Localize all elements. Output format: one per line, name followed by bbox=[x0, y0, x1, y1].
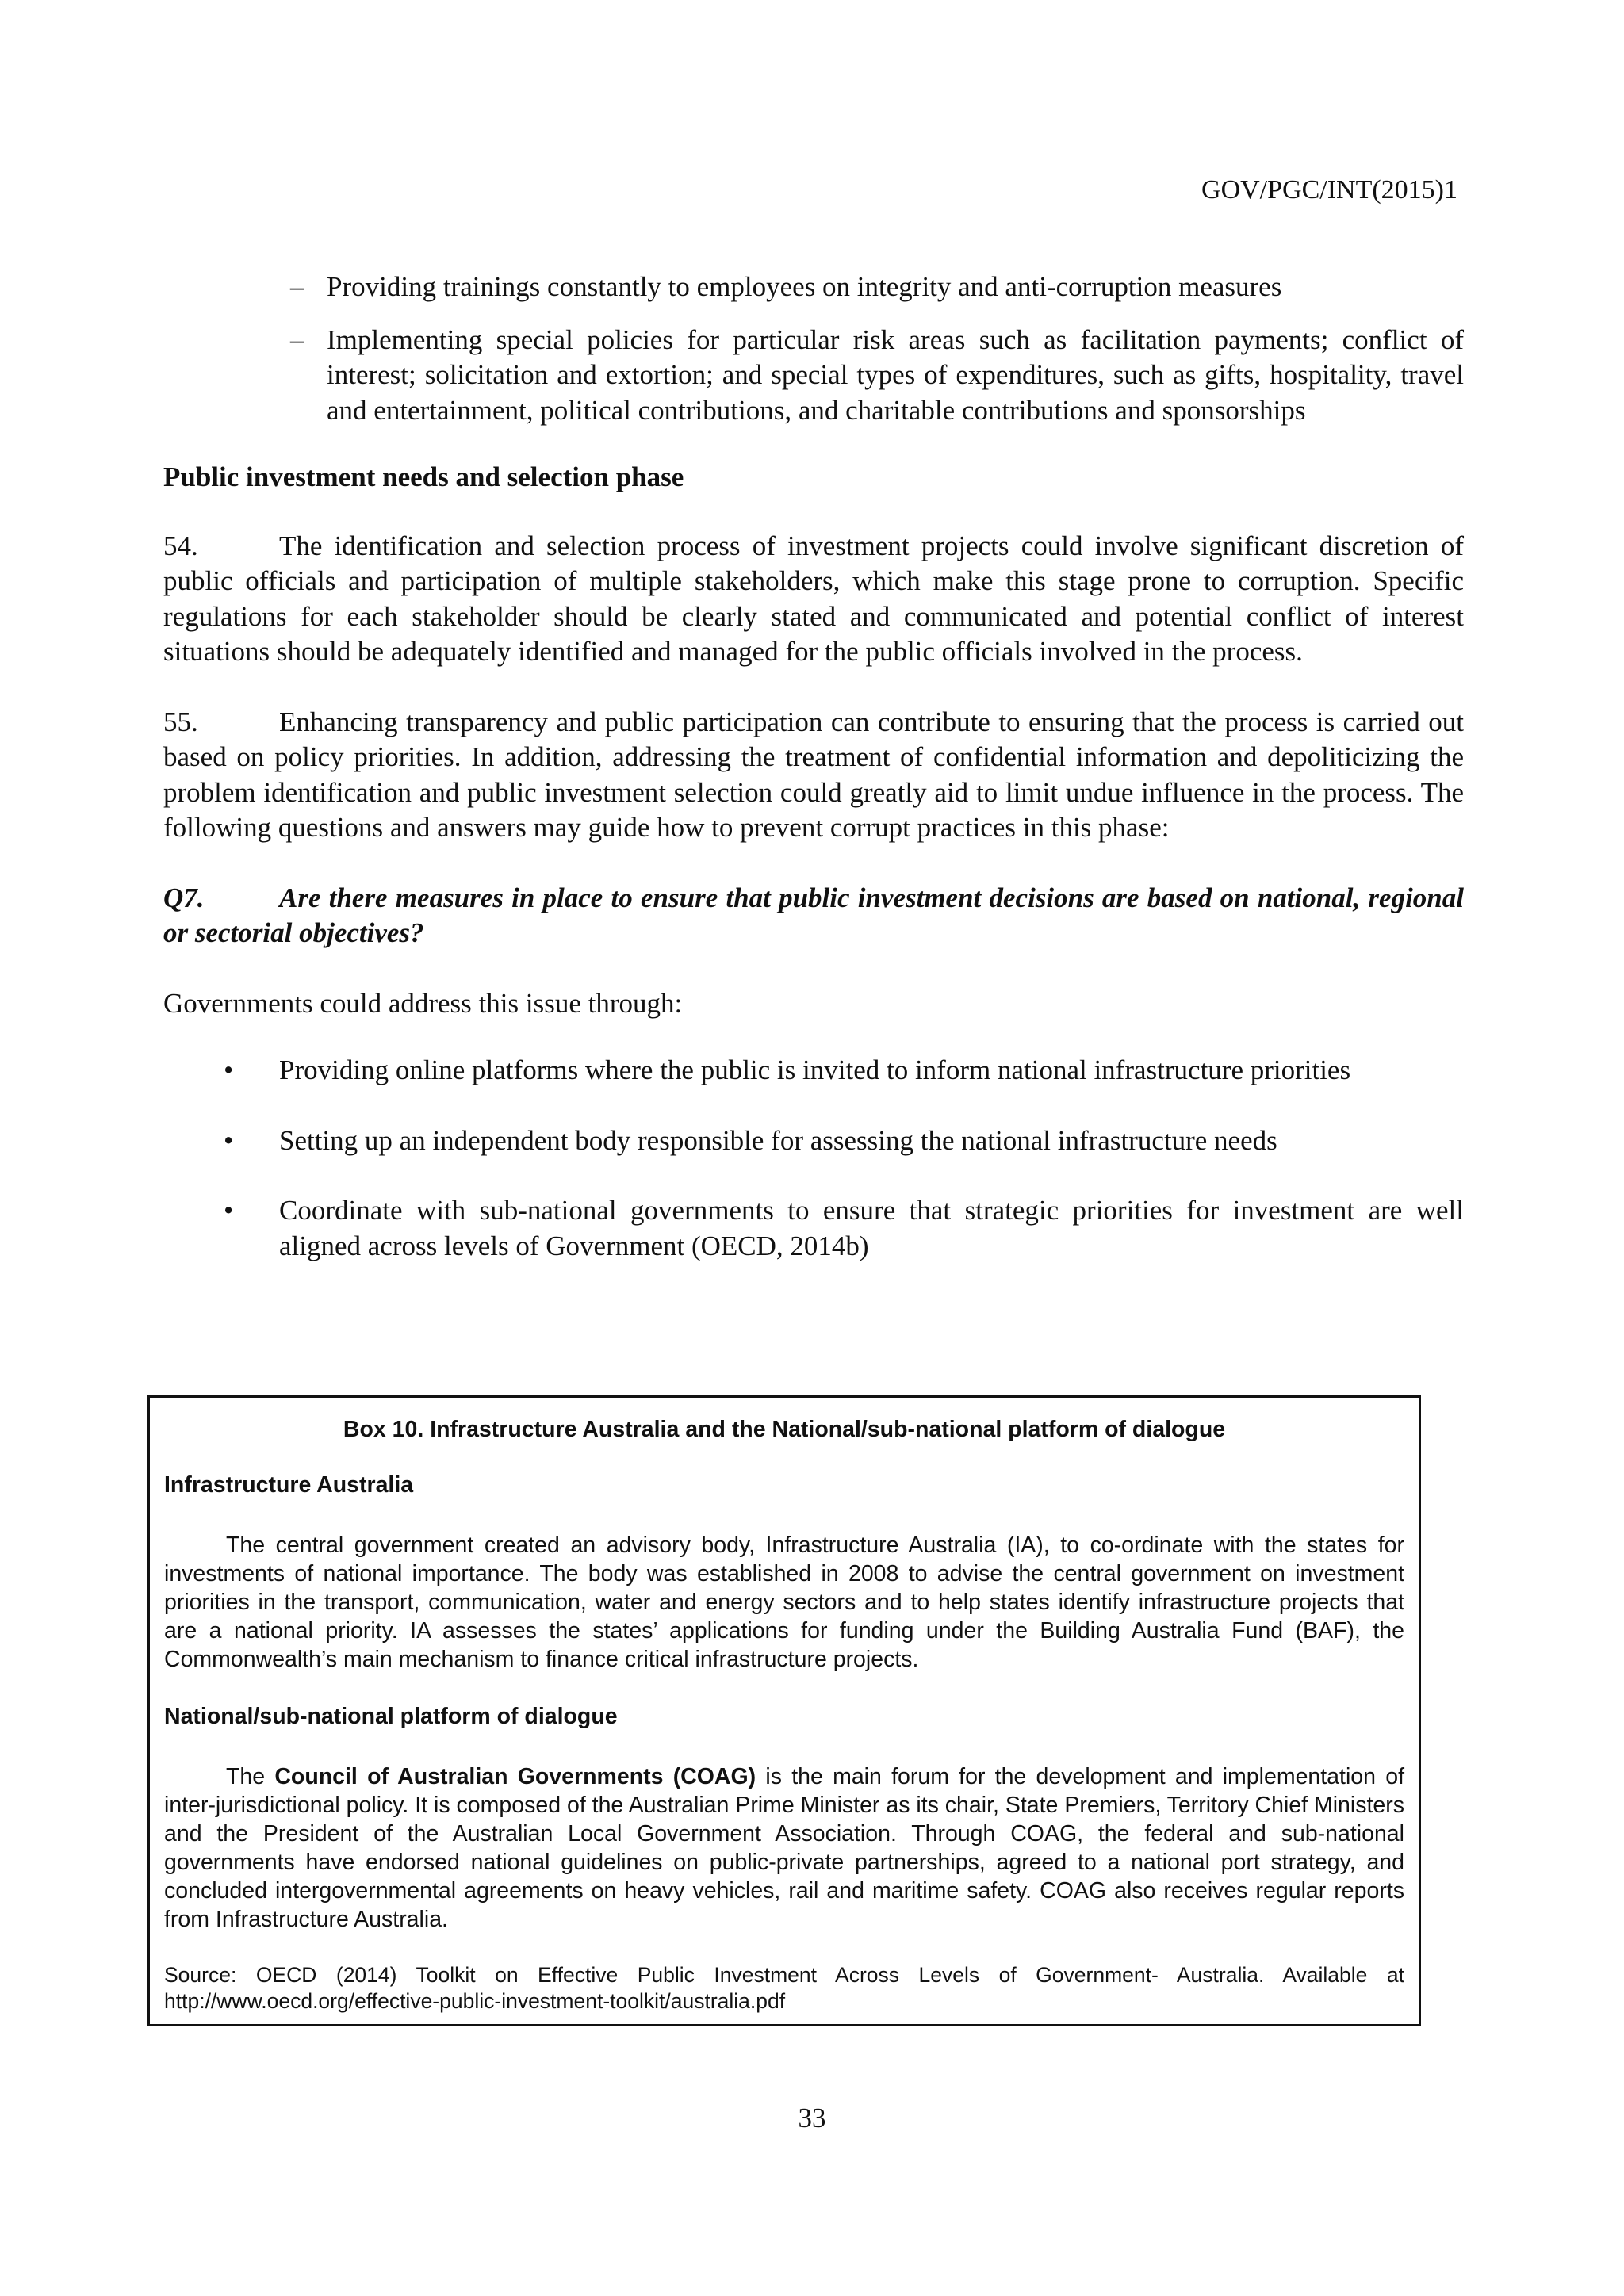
box-subheading-infrastructure-australia: Infrastructure Australia bbox=[164, 1472, 414, 1498]
bullet-item-independent-body bbox=[163, 1123, 1464, 1159]
box-subheading-dialogue-platform: National/sub-national platform of dialogue bbox=[164, 1704, 618, 1729]
paragraph-54 bbox=[163, 529, 1464, 670]
box-paragraph-coag bbox=[164, 1762, 1404, 1934]
page-number: 33 bbox=[798, 2103, 826, 2133]
bullet-text: Setting up an independent body responsible for assessing the national infrastructure needs bbox=[279, 1124, 1277, 1156]
box-title: Box 10. Infrastructure Australia and the National/sub-national platform of dialogue bbox=[343, 1417, 1226, 1442]
box-paragraph-coag-pre: The bbox=[226, 1764, 275, 1789]
bullet-text: Providing online platforms where the public is invited to inform national infrastructure priorities bbox=[279, 1054, 1351, 1085]
main-content bbox=[163, 270, 1464, 1299]
document-reference: GOV/PGC/INT(2015)1 bbox=[1201, 175, 1457, 205]
box-paragraph-coag-post: is the main forum for the development and implementation of inter-jurisdictional policy. It is composed of the Australian Prime Minister as its chair, State Premiers, Territory Chief Ministers and the President of the Australian Local Government Association. Through COAG, the federal and sub-national governments have endorsed national guidelines on public-private partnerships, agreed to a national port strategy, and concluded intergovernmental agreements on heavy vehicles, rail and maritime safety. COAG also receives regular reports from Infrastructure Australia. bbox=[164, 1764, 1404, 1932]
dash-item-policies bbox=[163, 323, 1464, 429]
box-paragraph-coag-bold: Council of Australian Governments (COAG) bbox=[274, 1764, 756, 1789]
dash-item-text: Implementing special policies for particular risk areas such as facilitation payments; conflict of interest; solicitation and extortion; and special types of expenditures, such as gifts, hospitality, travel and entertainment, political contributions, and charitable contributions and sponsorships bbox=[327, 323, 1464, 426]
bullet-list bbox=[163, 1053, 1464, 1264]
bullet-item-coordinate bbox=[163, 1193, 1464, 1264]
paragraph-text: The identification and selection process of investment projects could involve significant discretion of public officials and participation of multiple stakeholders, which make this stage prone to corruption. Specific regulations for each stakeholder should be clearly stated and communicated and potential conflict of interest situations should be adequately identified and managed for the public officials involved in the process. bbox=[163, 530, 1464, 667]
question-number: Q7. bbox=[163, 882, 205, 913]
bullet-text: Coordinate with sub-national governments to ensure that strategic priorities for investment are well aligned across levels of Government (OECD, 2014b) bbox=[279, 1195, 1464, 1261]
paragraph-number: 54. bbox=[163, 530, 198, 561]
paragraph-number: 55. bbox=[163, 706, 198, 737]
box-10 bbox=[147, 1395, 1421, 2026]
question-text: Are there measures in place to ensure that public investment decisions are based on national, regional or sectorial objectives? bbox=[163, 882, 1464, 948]
intro-text: Governments could address this issue through: bbox=[163, 987, 683, 1019]
section-heading: Public investment needs and selection phase bbox=[163, 461, 684, 492]
dash-list bbox=[163, 270, 1464, 428]
dash-marker: – bbox=[290, 271, 304, 302]
question-q7 bbox=[163, 881, 1464, 951]
paragraph-text: Enhancing transparency and public participation can contribute to ensuring that the process is carried out based on policy priorities. In addition, addressing the treatment of confidential information and depoliticizing the problem identification and public investment selection could greatly aid to limit undue influence in the process. The following questions and answers may guide how to prevent corrupt practices in this phase: bbox=[163, 706, 1464, 843]
bullet-marker: • bbox=[224, 1124, 234, 1156]
box-source: Source: OECD (2014) Toolkit on Effective Public Investment Across Levels of Government- Australia. Available at http://www.oecd.org/effective-public-investment-toolkit/australia.pdf bbox=[164, 1963, 1404, 2013]
dash-marker: – bbox=[290, 323, 304, 355]
bullet-item-online-platforms bbox=[163, 1053, 1464, 1089]
dash-item-trainings bbox=[163, 270, 1464, 305]
bullet-marker: • bbox=[224, 1054, 234, 1085]
box-paragraph-ia: The central government created an advisory body, Infrastructure Australia (IA), to co-ordinate with the states for investments of national importance. The body was established in 2008 to advise the central government on investment priorities in the transport, communication, water and energy sectors and to help states identify infrastructure projects that are a national priority. IA assesses the states’ applications for funding under the Building Australia Fund (BAF), the Commonwealth’s main mechanism to finance critical infrastructure projects. bbox=[164, 1533, 1404, 1672]
bullet-marker: • bbox=[224, 1195, 234, 1226]
paragraph-55 bbox=[163, 705, 1464, 846]
dash-item-text: Providing trainings constantly to employees on integrity and anti-corruption measures bbox=[327, 271, 1282, 302]
